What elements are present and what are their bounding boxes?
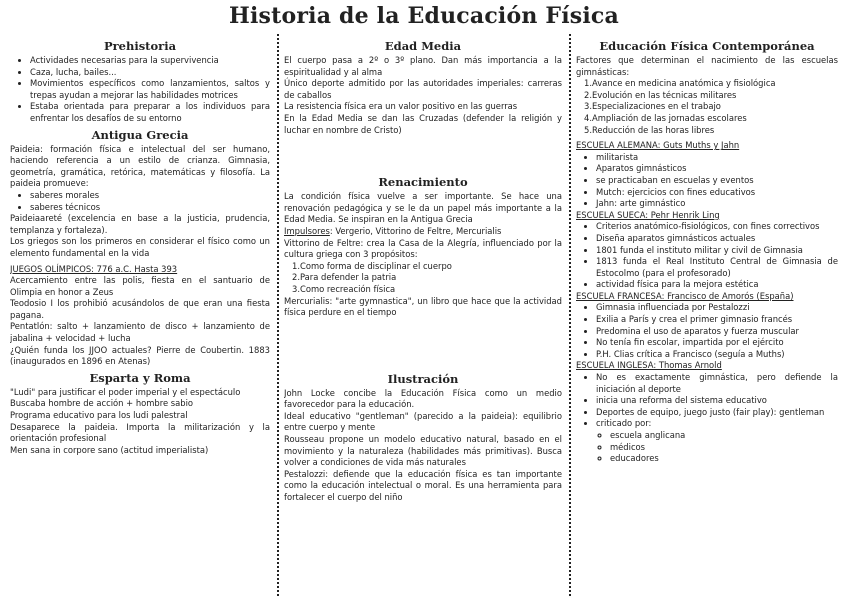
juegos-paragraph: Pentatlón: salto + lanzamiento de disco + lanzamiento de jabalina + velocidad + lucha <box>10 321 270 344</box>
section-heading-prehistoria: Prehistoria <box>103 39 177 53</box>
list-item: • Movimientos específicos como lanzamientos, saltos y trepas ayudan a mejorar las habilidades motrices <box>30 78 270 101</box>
list-item: • No tenía fin escolar, impartida por el ejército <box>596 337 838 349</box>
list-item: • saberes morales <box>30 190 270 202</box>
list-item: ◦ médicos <box>610 442 838 454</box>
grecia-list <box>10 190 270 213</box>
list-item: • Predomina el uso de aparatos y fuerza muscular <box>596 326 838 338</box>
grecia-paragraph: Los griegos son los primeros en considerar el físico como un elemento fundamental en la vida <box>10 236 270 258</box>
esparta-line: Buscaba hombre de acción + hombre sabio <box>10 398 194 409</box>
ilustracion-line: Rousseau propone un modelo educativo natural, basado en el movimiento y la naturaleza (habilidades más primitivas). Busca volver a condiciones de vida más naturales <box>284 434 562 468</box>
list-item: • 1813 funda el Real Instituto Central de Gimnasia de Estocolmo (para el profesorado) <box>596 256 838 279</box>
list-item: • se practicaban en escuelas y eventos <box>596 175 838 187</box>
column-middle <box>284 36 562 596</box>
list-item: • Actividades necesarias para la supervivencia <box>30 55 270 67</box>
proposito-item: 2.Para defender la patria <box>292 272 397 283</box>
proposito-item: 1.Como forma de disciplinar el cuerpo <box>292 260 452 271</box>
section-heading-contemporanea: Educación Física Contemporánea <box>599 39 815 53</box>
list-item: • Criterios anatómico-fisiológicos, con fines correctivos <box>596 221 838 233</box>
grecia-paragraph: Paideiaareté (excelencia en base a la justicia, prudencia, templanza y fortaleza). <box>10 213 270 235</box>
section-heading-ilustracion: Ilustración <box>387 371 459 386</box>
impulsores-label: Impulsores <box>284 225 330 236</box>
list-item: • 1801 funda el instituto militar y civil de Gimnasia <box>596 245 838 257</box>
escuela-inglesa-list <box>576 372 838 465</box>
media-line: En la Edad Media se dan las Cruzadas (defender la religión y luchar en nombre de Cristo) <box>284 112 562 135</box>
esparta-line: "Ludi" para justificar el poder imperial y el espectáculo <box>10 386 241 397</box>
factor-item: 1.Avance en medicina anatómica y fisiológica <box>584 78 776 89</box>
juegos-subheading: JUEGOS OLÍMPICOS: 776 a.C. Hasta 393 <box>10 263 178 274</box>
column-right <box>576 36 838 596</box>
esparta-line: Programa educativo para los ludi palestral <box>10 410 188 421</box>
list-item: • Gimnasia influenciada por Pestalozzi <box>596 302 838 314</box>
prehistoria-list <box>10 55 270 125</box>
list-item: • Aparatos gimnásticos <box>596 163 838 175</box>
list-item: • Diseña aparatos gimnásticos actuales <box>596 233 838 245</box>
list-item: • Deportes de equipo, juego justo (fair play): gentleman <box>596 407 838 419</box>
column-divider-2 <box>569 34 571 596</box>
escuela-francesa-title: ESCUELA FRANCESA: Francisco de Amorós (España) <box>576 290 794 301</box>
list-item: • Caza, lucha, bailes... <box>30 67 270 79</box>
proposito-item: 3.Como recreación física <box>292 283 396 294</box>
column-left <box>10 36 270 596</box>
escuela-sueca-list <box>576 221 838 291</box>
list-item: • P.H. Clias crítica a Francisco (seguía a Muths) <box>596 349 838 361</box>
page-title: Historia de la Educación Física <box>229 3 619 29</box>
section-heading-esparta: Esparta y Roma <box>89 370 191 385</box>
esparta-line: Men sana in corpore sano (actitud imperialista) <box>10 444 209 455</box>
section-heading-renacimiento: Renacimiento <box>378 175 468 190</box>
column-divider-1 <box>277 34 279 596</box>
media-line: Único deporte admitido por las autoridades imperiales: carreras de caballos <box>284 78 562 100</box>
list-item: • actividad física para la mejora estética <box>596 279 838 291</box>
juegos-paragraph: Acercamiento entre las polis, fiesta en el santuario de Olimpia en honor a Zeus <box>10 275 270 297</box>
grecia-intro: Paideia: formación física e intelectual del ser humano, haciendo referencia a un estilo de crianza. Gimnasia, geometría, gramática, retórica, matemáticas y filosofía. La paideia promueve: <box>10 143 270 189</box>
impulsores-text: : Vergerio, Vittorino de Feltre, Mercurialis <box>329 225 502 236</box>
list-item: • saberes técnicos <box>30 202 270 214</box>
escuela-alemana-list <box>576 152 838 210</box>
factor-item: 2.Evolución en las técnicas militares <box>584 89 737 100</box>
list-item: ◦ escuela anglicana <box>610 430 838 442</box>
section-heading-grecia: Antigua Grecia <box>91 127 189 142</box>
factor-item: 3.Especializaciones en el trabajo <box>584 101 721 112</box>
list-item: ◦ educadores <box>610 453 838 465</box>
factor-item: 5.Reducción de las horas libres <box>584 124 715 135</box>
list-item: • Jahn: arte gimnástico <box>596 198 838 210</box>
escuela-sueca-title: ESCUELA SUECA: Pehr Henrik Ling <box>576 209 720 220</box>
list-item: • militarista <box>596 152 838 164</box>
escuela-francesa-list <box>576 302 838 360</box>
list-item: • No es exactamente gimnástica, pero defiende la iniciación al deporte <box>596 372 838 395</box>
factor-item: 4.Ampliación de las jornadas escolares <box>584 112 747 123</box>
list-item: • Exilia a París y crea el primer gimnasio francés <box>596 314 838 326</box>
escuela-alemana-title: ESCUELA ALEMANA: Guts Muths y Jahn <box>576 140 740 151</box>
media-line: El cuerpo pasa a 2º o 3º plano. Dan más importancia a la espiritualidad y al alma <box>284 55 562 77</box>
list-item: • criticado por: ◦ escuela anglicana ◦ médicos ◦ educadores <box>596 418 838 464</box>
list-item: • Estaba orientada para preparar a los individuos para enfrentar los desafíos de su entorno <box>30 101 270 124</box>
ilustracion-line: Ideal educativo "gentleman" (parecido a la paideia): equilibrio entre cuerpo y mente <box>284 410 562 433</box>
section-heading-edad-media: Edad Media <box>384 39 462 53</box>
ilustracion-line: Pestalozzi: defiende que la educación física es tan importante como la educación intelectual o moral. Es una herramienta para fortalecer el cuerpo del niño <box>284 468 562 503</box>
criticos-list <box>596 430 838 465</box>
esparta-line: Desaparece la paideia. Importa la militarización y la orientación profesional <box>10 421 270 444</box>
escuela-inglesa-title: ESCUELA INGLESA: Thomas Arnold <box>576 360 722 371</box>
media-line: La resistencia física era un valor positivo en las guerras <box>284 101 518 112</box>
juegos-paragraph: Teodosio I los prohibió acusándolos de que eran una fiesta pagana. <box>10 298 270 320</box>
renacimiento-paragraph: La condición física vuelve a ser importante. Se hace una renovación pedagógica y se le da un papel más importante a la Edad Media. Se inspiran en la Antigua Grecia <box>284 191 562 225</box>
ilustracion-line: John Locke concibe la Educación Física como un medio favorecedor para la educación. <box>284 387 562 410</box>
renacimiento-paragraph: Vittorino de Feltre: crea la Casa de la Alegría, influenciado por la cultura griega con 3 propósitos: <box>284 237 562 260</box>
juegos-paragraph: ¿Quién funda los JJOO actuales? Pierre de Coubertin. 1883 (inaugurados en 1896 en Atenas) <box>10 344 270 367</box>
list-item: • inicia una reforma del sistema educativo <box>596 395 838 407</box>
contemporanea-intro: Factores que determinan el nacimiento de las escuelas gimnásticas: <box>576 55 838 77</box>
list-item: • Mutch: ejercicios con fines educativos <box>596 187 838 199</box>
renacimiento-impulsores <box>284 226 562 238</box>
renacimiento-paragraph: Mercurialis: "arte gymnastica", un libro que hace que la actividad física perdure en el tiempo <box>284 295 562 318</box>
